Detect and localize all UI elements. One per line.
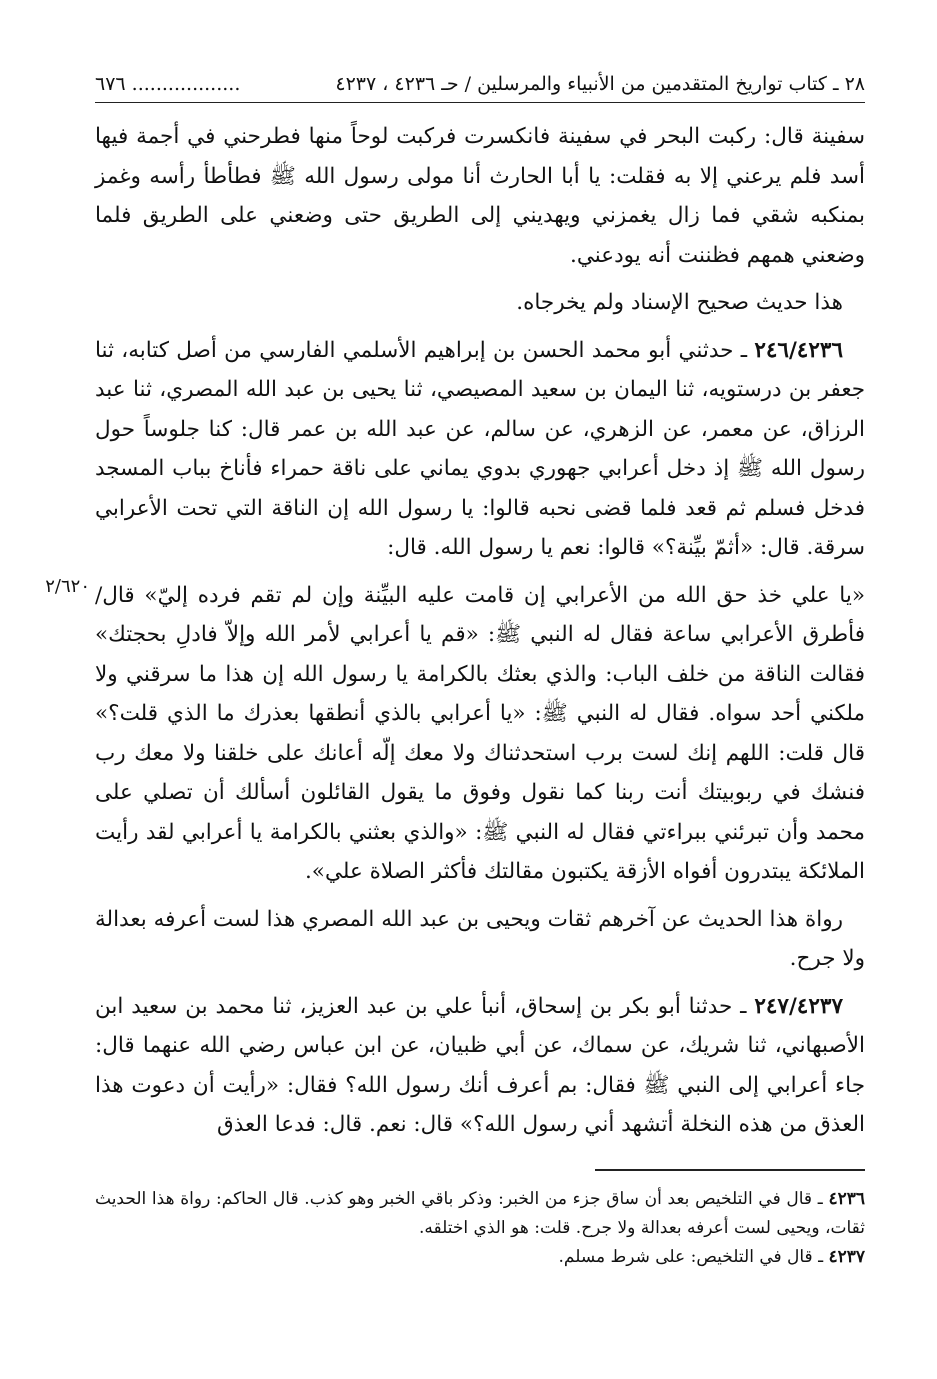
header-title: ٢٨ ـ كتاب تواريخ المتقدمين من الأنبياء والمرسلين / حـ ٤٢٣٦ ، ٤٢٣٧ [335,73,865,95]
hadith-number: ٢٤٧/٤٢٣٧ [754,993,843,1019]
footnote-divider [595,1169,865,1171]
header-leader: .................. [131,73,241,95]
running-header [95,72,865,103]
margin-note: ٢/٦٢٠ [45,575,90,597]
main-text [45,117,866,1145]
hadith-text-continued: «يا علي خذ حق الله من الأعرابي إن قامت عليه البيِّنة وإن لم تقم فرده إليّ» قال/ فأطرق الأعرابي ساعة فقال له النبي ﷺ: «قم يا أعرابي لأمر الله وإلاّ فادلِ بحجتك» فقالت الناقة من خلف الباب: والذي بعثك بالكرامة يا رسول الله إن هذا ما سرقني ولا ملكني أحد سواه. فقال له النبي ﷺ: «يا أعرابي بالذي أنطقها بعذرك ما الذي قلت؟» قال قلت: اللهم إنك لست برب استحدثناك ولا معك إلّه أعانك على خلقنا ولا معك رب فنشك في ربوبيتك أنت ربنا كما نقول وفوق ما يقول القائلون أسألك أن تصلي على محمد وأن تبرئني ببراءتي فقال له النبي ﷺ: «والذي بعثني بالكرامة يا أعرابي لقد رأيت الملائكة يبتدرون أفواه الأزقة يكتبون مقالتك فأكثر الصلاة علي». [95,582,866,884]
paragraph-4: رواة هذا الحديث عن آخرهم ثقات ويحيى بن عبد الله المصري هذا لست أعرفه بعدالة ولا جرح. [95,906,865,971]
footnote-4236 [95,1185,865,1243]
hadith-text: ـ حدثنا أبو بكر بن إسحاق، أنبأ علي بن عبد العزيز، ثنا محمد بن سعيد ابن الأصبهاني، ثنا شريك، عن سماك، عن أبي ظبيان، عن ابن عباس رضي الله عنهما قال: جاء أعرابي إلى النبي ﷺ فقال: بم أعرف أنك رسول الله؟ فقال: «رأيت أن دعوت هذا العذق من هذه النخلة أتشهد أني رسول الله؟» قال: نعم. قال: فدعا العذق [95,993,865,1137]
page-number: ٦٧٦ [95,73,126,95]
footnote-text: ـ قال في التلخيص: على شرط مسلم. [558,1246,829,1267]
paragraph-2: هذا حديث صحيح الإسناد ولم يخرجاه. [516,290,843,315]
header-page-ref [95,72,240,96]
footnotes [95,1185,865,1272]
hadith-4236 [95,331,865,568]
book-page [45,72,866,1272]
hadith-text: ـ حدثني أبو محمد الحسن بن إبراهيم الأسلمي الفارسي من أصل كتابه، ثنا جعفر بن درستويه، ثنا اليمان بن سعيد المصيصي، ثنا يحيى بن عبد الله المصري، ثنا عبد الرزاق، عن معمر، عن الزهري، عن سالم، عن عبد الله بن عمر قال: كنا جلوساً حول رسول الله ﷺ إذ دخل أعرابي جهوري بدوي يماني على ناقة حمراء فأناخ بباب المسجد فدخل فسلم ثم قعد فلما قضى نحبه قالوا: يا رسول الله إن الناقة التي تحت الأعرابي سرقة. قال: «أثمّ بيِّنة؟» قالوا: نعم يا رسول الله. قال: [95,337,865,560]
hadith-number: ٢٤٦/٤٢٣٦ [754,337,843,363]
footnote-number: ٤٢٣٧ [828,1246,865,1267]
footnote-number: ٤٢٣٦ [828,1188,866,1209]
footnote-text: ـ قال في التلخيص بعد أن ساق جزء من الخبر: وذكر باقي الخبر وهو كذب. قال الحاكم: رواة هذا الحديث ثقات، ويحيى لست أعرفه بعدالة ولا جرح. قلت: هو الذي اختلقه. [95,1188,865,1238]
hadith-continuation [45,575,866,892]
paragraph-1: سفينة قال: ركبت البحر في سفينة فانكسرت فركبت لوحاً منها فطرحني في أجمة فيها أسد فلم يرعني إلا به فقلت: يا أبا الحارث أنا مولى رسول الله ﷺ فطأطأ رأسه وغمز بمنكبه شقي فما زال يغمزني ويهديني إلى الطريق حتى وضعني على الطريق فلما وضعني همهم فظننت أنه يودعني. [95,124,865,268]
footnote-4237 [95,1243,865,1272]
hadith-4237 [95,987,865,1145]
